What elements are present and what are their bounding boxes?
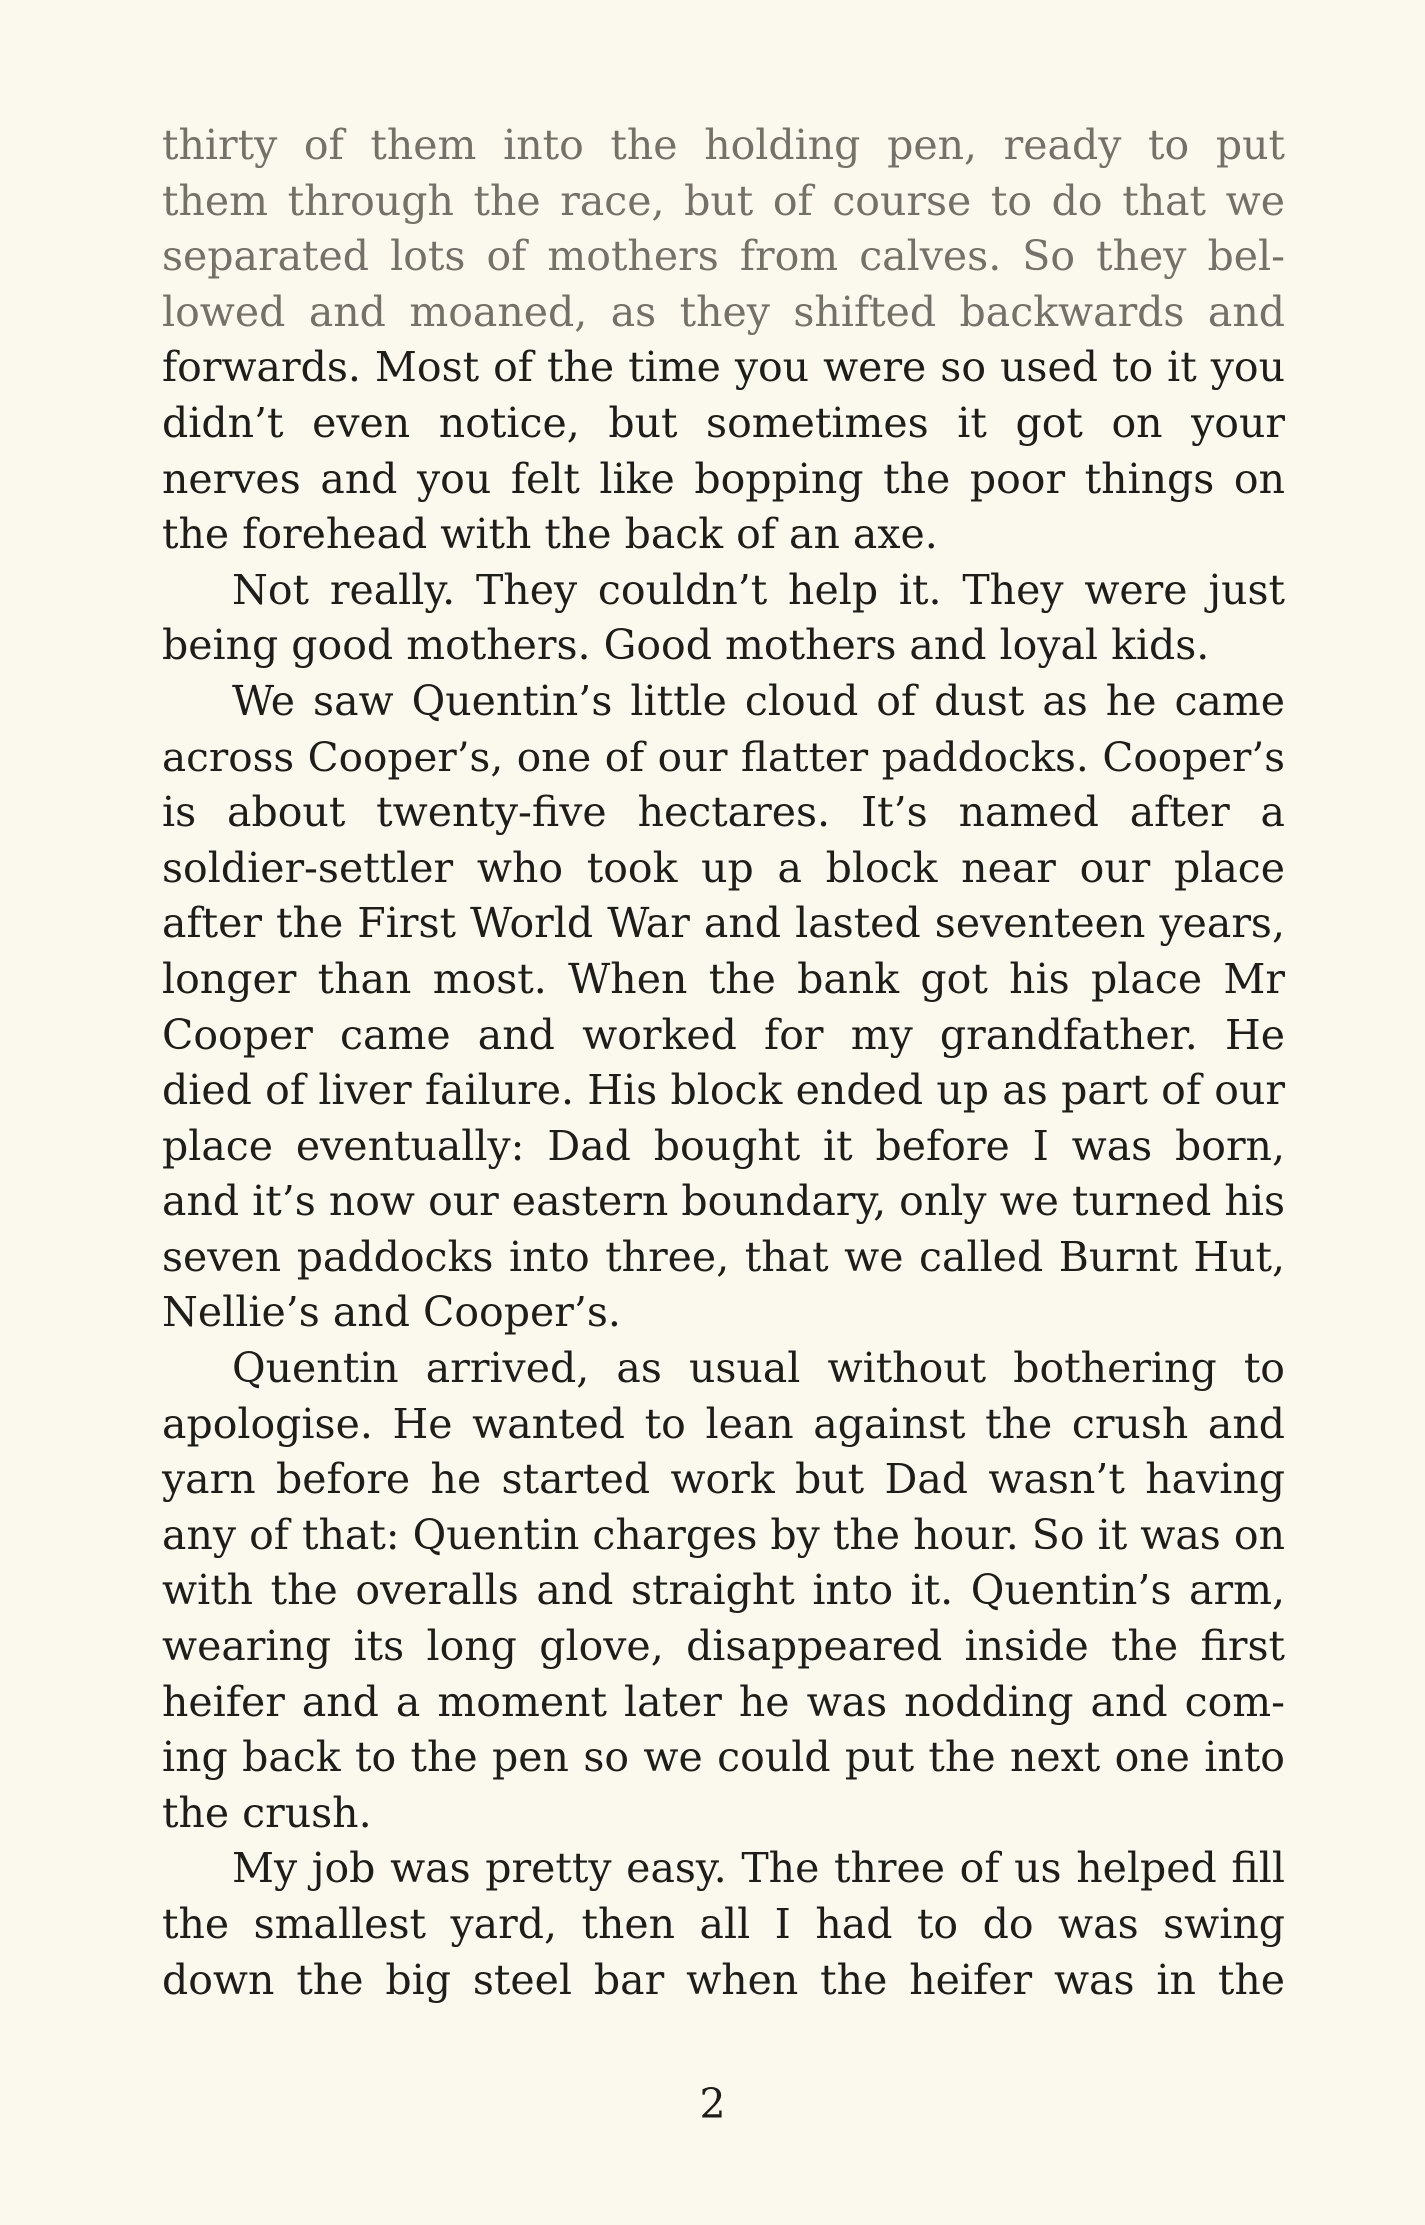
text-line: heifer and a moment later he was nodding and com- <box>162 1677 1285 1726</box>
text-line: the forehead with the back of an axe. <box>162 510 938 559</box>
text-line: died of liver failure. His block ended up as part of our <box>162 1066 1285 1115</box>
text-line: Nellie’s and Cooper’s. <box>162 1288 621 1337</box>
text-line: them through the race, but of course to do that we <box>162 176 1285 225</box>
text-line: apologise. He wanted to lean against the crush and <box>162 1399 1285 1448</box>
text-line: the smallest yard, then all I had to do was swing <box>162 1900 1285 1948</box>
text-line: We saw Quentin’s little cloud of dust as he came <box>232 676 1285 725</box>
text-line: thirty of them into the holding pen, ready to put <box>162 121 1285 169</box>
text-line: any of that: Quentin charges by the hour. So it was on <box>162 1510 1285 1559</box>
text-line: Cooper came and worked for my grandfather. He <box>162 1010 1285 1059</box>
text-line: after the First World War and lasted seventeen years, <box>162 899 1285 948</box>
text-line: My job was pretty easy. The three of us helped fill <box>232 1844 1285 1893</box>
text-line: longer than most. When the bank got his place Mr <box>162 954 1285 1003</box>
text-line: the crush. <box>162 1788 372 1837</box>
text-line: Not really. They couldn’t help it. They were just <box>232 565 1285 614</box>
text-line: didn’t even notice, but sometimes it got on your <box>162 398 1285 447</box>
text-line: lowed and moaned, as they shifted backwards and <box>162 287 1285 336</box>
text-line: separated lots of mothers from calves. So they bel- <box>162 232 1285 281</box>
body-text <box>162 118 1285 2008</box>
text-line: soldier-settler who took up a block near our place <box>162 843 1285 892</box>
text-line: across Cooper’s, one of our flatter paddocks. Cooper’s <box>162 732 1285 781</box>
text-line: place eventually: Dad bought it before I was born, <box>162 1121 1285 1170</box>
text-line: ing back to the pen so we could put the next one into <box>162 1733 1285 1782</box>
text-line: down the big steel bar when the heifer was in the <box>162 1955 1285 2004</box>
page-number: 2 <box>699 2080 726 2128</box>
text-line: with the overalls and straight into it. Quentin’s arm, <box>162 1566 1285 1615</box>
text-line: wearing its long glove, disappeared inside the first <box>162 1622 1285 1671</box>
text-line: being good mothers. Good mothers and loyal kids. <box>162 621 1210 670</box>
text-line: and it’s now our eastern boundary, only we turned his <box>162 1177 1285 1226</box>
text-line: seven paddocks into three, that we called Burnt Hut, <box>162 1232 1285 1281</box>
text-line: is about twenty-five hectares. It’s named after a <box>162 788 1285 837</box>
text-line: nerves and you felt like bopping the poor things on <box>162 454 1285 503</box>
text-line: Quentin arrived, as usual without bothering to <box>232 1344 1285 1393</box>
text-line: yarn before he started work but Dad wasn’t having <box>162 1455 1285 1504</box>
text-line: forwards. Most of the time you were so used to it you <box>162 343 1285 392</box>
